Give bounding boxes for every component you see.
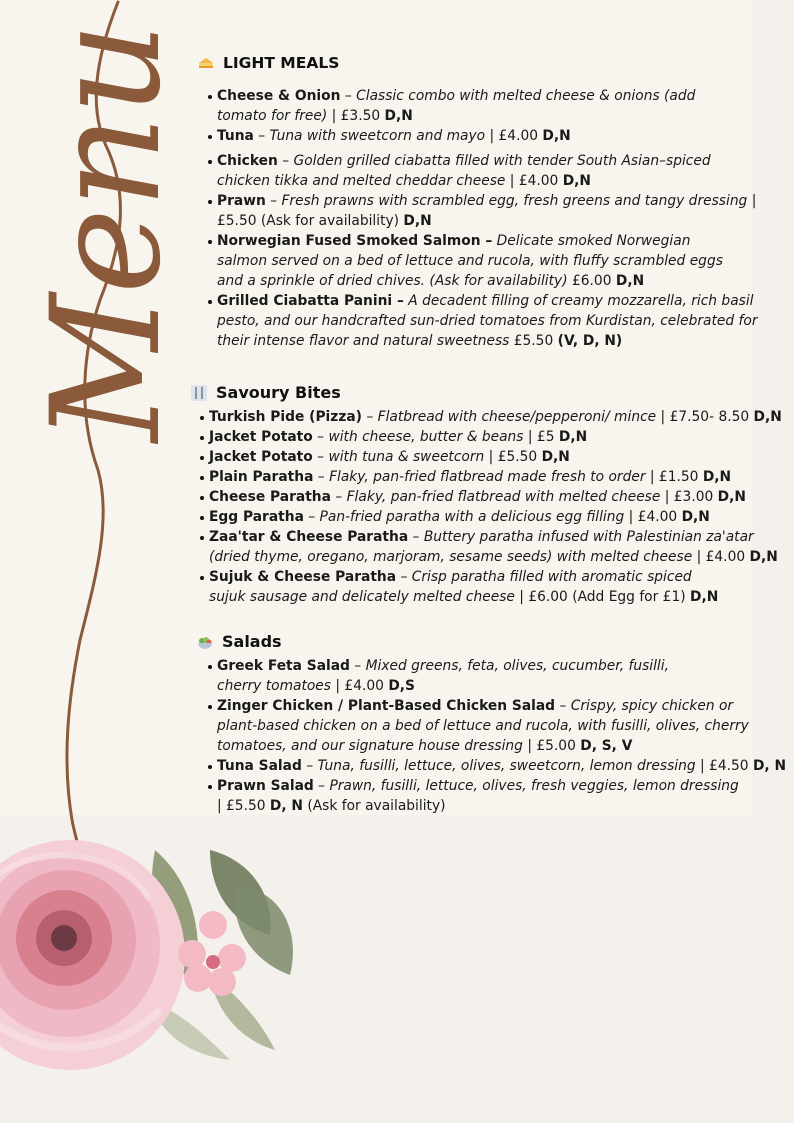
savoury-bites-title: Savoury Bites — [216, 383, 341, 402]
item-name: Grilled Ciabatta Panini – — [217, 293, 404, 309]
item-price: | £4.00 — [692, 549, 750, 565]
item-name: Plain Paratha — [209, 469, 314, 485]
item-price: | £7.50- 8.50 — [656, 409, 754, 425]
dietary-tags: D,N — [753, 409, 782, 425]
item-price: | £3.50 — [327, 108, 385, 124]
salad-bowl-icon — [196, 633, 214, 651]
separator: – — [349, 658, 366, 674]
item-price: £6.00 — [567, 273, 616, 289]
item-description: Golden grilled ciabatta filled with tender South Asian–spiced chicken tikka and melted cheddar cheese — [217, 153, 711, 189]
dietary-tags: (V, D, N) — [557, 333, 623, 349]
dietary-tags: D,N — [749, 549, 778, 565]
item-name: Prawn Salad — [217, 778, 314, 794]
separator: – — [408, 529, 424, 545]
separator: – — [555, 698, 571, 714]
item-name: Prawn — [217, 193, 266, 209]
dietary-tags: D,N — [690, 589, 719, 605]
salads-title: Salads — [222, 632, 282, 651]
dietary-tags: D,N — [702, 469, 732, 485]
dietary-tags: D,N — [403, 213, 432, 229]
menu-item — [217, 291, 762, 351]
item-price: | £5 — [523, 429, 559, 445]
menu-item — [217, 191, 762, 231]
menu-item — [209, 527, 784, 567]
separator: – — [277, 153, 294, 169]
item-name: Norwegian Fused Smoked Salmon – — [217, 233, 493, 249]
menu-item — [217, 86, 697, 126]
menu-item — [209, 447, 789, 467]
menu-item — [217, 126, 752, 146]
item-description: Pan-fried paratha with a delicious egg filling — [319, 509, 625, 525]
item-name: Turkish Pide (Pizza) — [209, 409, 362, 425]
item-name: Tuna Salad — [217, 758, 302, 774]
script-title: Menu — [20, 6, 194, 442]
menu-item — [209, 427, 789, 447]
savoury-bites-list — [209, 407, 789, 607]
item-description: A decadent filling of creamy mozzarella, rich basil pesto, and our handcrafted sun-dried tomatoes from Kurdistan, celebrated for their intense flavor and natural sweetness — [217, 293, 758, 349]
separator: – — [301, 758, 318, 774]
item-name: Cheese & Onion — [217, 88, 341, 104]
item-price: | £4.00 — [485, 128, 543, 144]
dietary-tags: D,N — [615, 273, 645, 289]
separator: – — [312, 449, 329, 465]
savoury-bites-heading — [190, 383, 341, 402]
item-price: | £5.50 — [217, 798, 270, 814]
menu-item — [217, 151, 737, 191]
salads-heading — [196, 632, 282, 651]
item-price: £5.50 — [509, 333, 558, 349]
separator: – — [340, 88, 357, 104]
separator: – — [396, 569, 412, 585]
dietary-tags: D, N — [752, 758, 786, 774]
menu-item — [209, 407, 789, 427]
dietary-tags: D,N — [558, 429, 588, 445]
item-price: | £4.50 — [695, 758, 753, 774]
item-description: Delicate smoked Norwegian salmon served on a bed of lettuce and rucola, with fluffy scrambled eggs and a sprinkle of dried chives. (Ask for availability) — [217, 233, 723, 289]
item-description: Classic combo with melted cheese & onions (add tomato for free) — [217, 88, 696, 124]
item-name: Greek Feta Salad — [217, 658, 350, 674]
light-meals-heading — [197, 54, 339, 72]
dietary-tags: D,S — [388, 678, 415, 694]
item-description: Flatbread with cheese/pepperoni/ mince — [377, 409, 657, 425]
menu-item — [217, 656, 717, 696]
item-description: with cheese, butter & beans — [328, 429, 524, 445]
item-description: Flaky, pan-fried flatbread with melted cheese — [346, 489, 661, 505]
item-price: | £4.00 — [624, 509, 682, 525]
separator: – — [361, 409, 378, 425]
script-decoration — [0, 0, 200, 1123]
item-description: Prawn, fusilli, lettuce, olives, fresh veggies, lemon dressing — [329, 778, 739, 794]
item-name: Chicken — [217, 153, 278, 169]
dietary-tags: D, S, V — [580, 738, 633, 754]
item-description: with tuna & sweetcorn — [328, 449, 485, 465]
dietary-tags: D,N — [542, 128, 571, 144]
item-name: Jacket Potato — [209, 449, 313, 465]
separator: – — [253, 128, 270, 144]
item-name: Jacket Potato — [209, 429, 313, 445]
item-description: Crisp paratha filled with aromatic spiced sujuk sausage and delicately melted cheese — [209, 569, 692, 605]
menu-item — [217, 776, 747, 816]
separator: – — [313, 469, 330, 485]
item-name: Egg Paratha — [209, 509, 304, 525]
sandwich-icon — [197, 54, 215, 72]
item-price: | £4.00 — [331, 678, 389, 694]
menu-item — [217, 696, 767, 756]
menu-item — [209, 467, 789, 487]
separator: – — [330, 489, 347, 505]
item-description: Crispy, spicy chicken or plant-based chicken on a bed of lettuce and rucola, with fusilli, olives, cherry tomatoes, and our signature house dressing — [217, 698, 749, 754]
item-price: | £5.00 — [522, 738, 581, 754]
item-description: Fresh prawns with scrambled egg, fresh greens and tangy dressing — [281, 193, 748, 209]
item-description: Tuna, fusilli, lettuce, olives, sweetcorn, lemon dressing — [317, 758, 696, 774]
dietary-tags: D,N — [562, 173, 591, 189]
separator: – — [313, 778, 330, 794]
salads-list — [217, 656, 787, 816]
separator: – — [265, 193, 282, 209]
dietary-tags: D,N — [384, 108, 413, 124]
item-description: Flaky, pan-fried flatbread made fresh to order — [329, 469, 646, 485]
item-name: Zaa'tar & Cheese Paratha — [209, 529, 409, 545]
dietary-tags: D, N — [269, 798, 303, 814]
item-description: Mixed greens, feta, olives, cucumber, fusilli, cherry tomatoes — [217, 658, 669, 694]
item-price: | £1.50 — [645, 469, 703, 485]
menu-item — [217, 756, 787, 776]
item-description: Tuna with sweetcorn and mayo — [269, 128, 486, 144]
item-price: | £5.50 — [484, 449, 542, 465]
separator: – — [303, 509, 320, 525]
item-note: (Ask for availability) — [302, 798, 446, 814]
item-price: | £5.50 (Ask for availability) — [217, 193, 757, 229]
light-meals-title: LIGHT MEALS — [223, 54, 340, 72]
dietary-tags: D,N — [541, 449, 570, 465]
menu-item — [209, 567, 729, 607]
item-name: Tuna — [217, 128, 254, 144]
menu-item — [209, 507, 789, 527]
item-name: Zinger Chicken / Plant-Based Chicken Salad — [217, 698, 556, 714]
menu-item — [209, 487, 789, 507]
item-price: | £3.00 — [660, 489, 718, 505]
item-price: | £6.00 (Add Egg for £1) — [514, 589, 691, 605]
separator: – — [312, 429, 329, 445]
dietary-tags: D,N — [717, 489, 746, 505]
item-price: | £4.00 — [505, 173, 563, 189]
light-meals-list — [217, 86, 758, 351]
item-name: Cheese Paratha — [209, 489, 331, 505]
cutlery-icon — [190, 384, 208, 402]
item-name: Sujuk & Cheese Paratha — [209, 569, 397, 585]
dietary-tags: D,N — [681, 509, 710, 525]
item-description: Buttery paratha infused with Palestinian za'atar (dried thyme, oregano, marjoram, sesame seeds) with melted cheese — [209, 529, 754, 565]
menu-item — [217, 231, 737, 291]
